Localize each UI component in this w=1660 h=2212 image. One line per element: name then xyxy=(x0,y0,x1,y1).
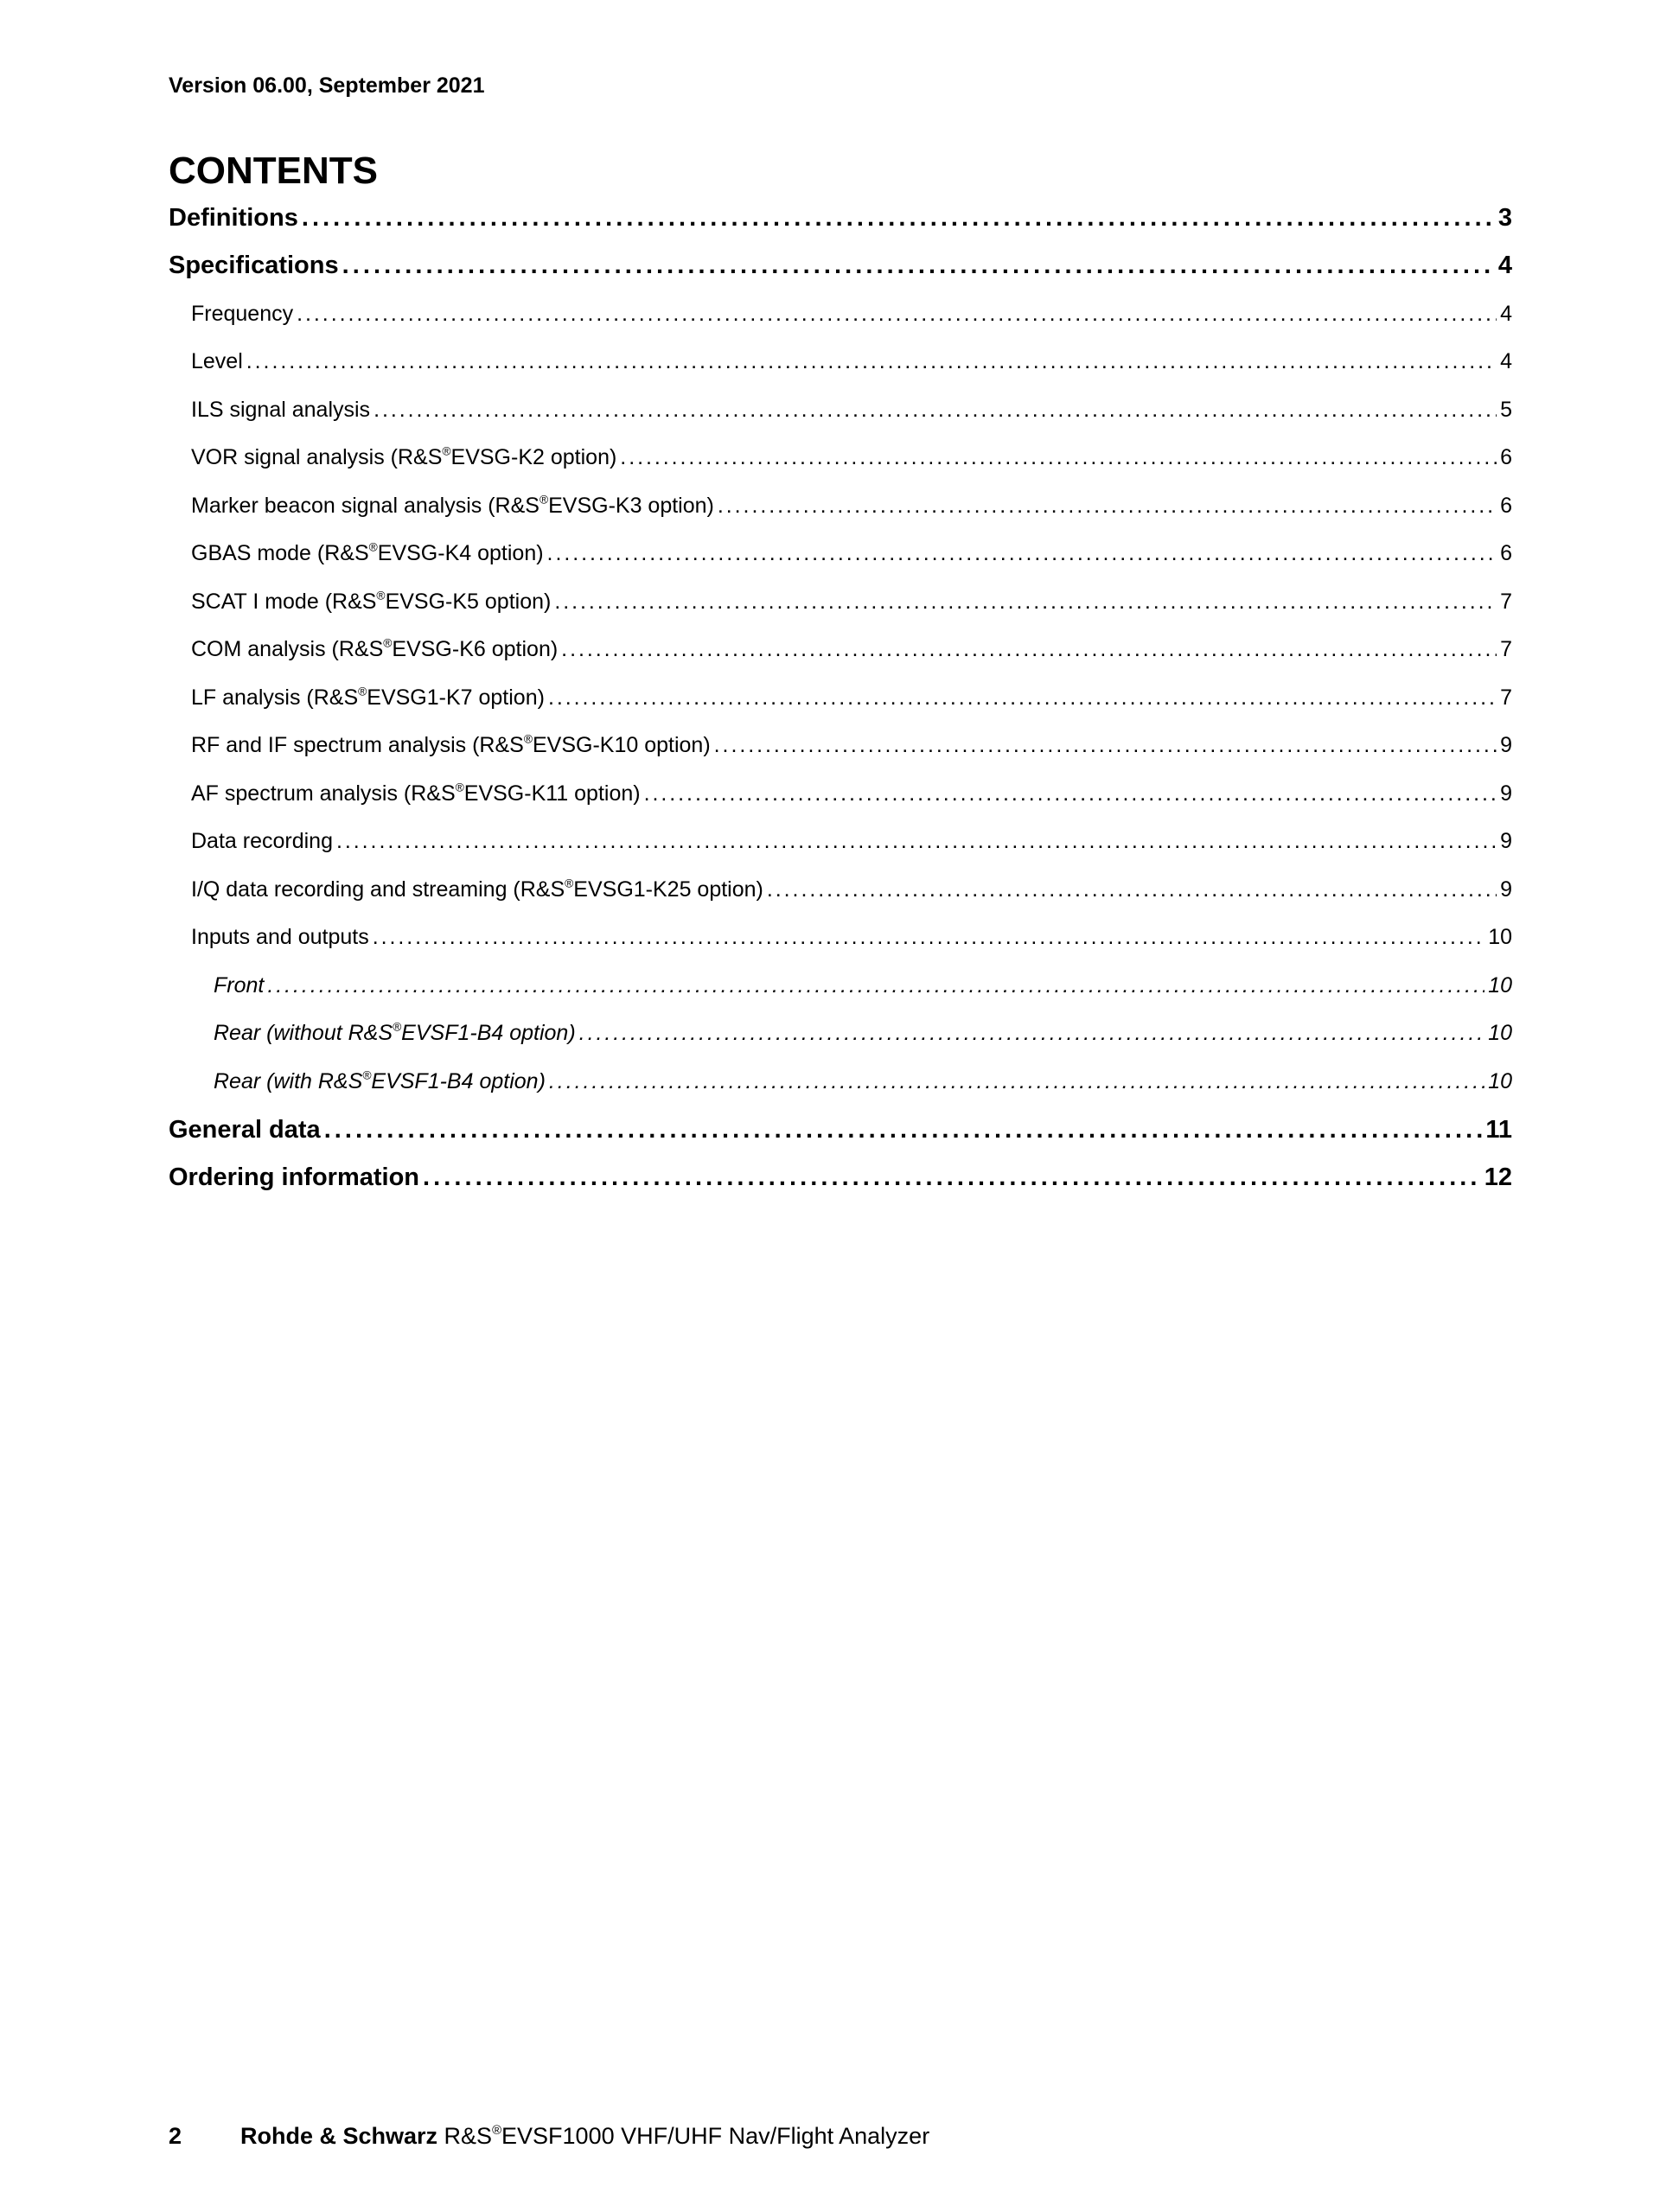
dot-leader xyxy=(767,875,1497,904)
dot-leader xyxy=(548,683,1497,712)
dot-leader xyxy=(267,971,1484,1000)
dot-leader xyxy=(324,1113,1483,1146)
toc-entry[interactable] xyxy=(169,1161,1512,1194)
dot-leader xyxy=(423,1161,1481,1194)
toc-entry[interactable] xyxy=(191,443,1512,472)
toc-entry-title xyxy=(169,201,302,234)
toc-entry-title-text: GBAS mode (R&S xyxy=(191,541,369,565)
toc-page-number: 4 xyxy=(1497,299,1512,328)
toc-entry-title-text: Rear (without R&S xyxy=(214,1021,393,1045)
toc-entry-title-suffix: EVSG-K4 option) xyxy=(377,541,544,565)
toc-entry[interactable] xyxy=(191,779,1512,808)
toc-entry[interactable] xyxy=(191,826,1512,856)
toc-entry[interactable] xyxy=(214,1067,1512,1096)
toc-entry-title-text: SCAT I mode (R&S xyxy=(191,590,377,614)
toc-page-number: 9 xyxy=(1497,826,1512,856)
toc-entry-title xyxy=(169,1161,423,1194)
toc-entry-title-text: Front xyxy=(214,973,265,998)
dot-leader xyxy=(644,779,1497,808)
toc-entry[interactable] xyxy=(191,683,1512,712)
toc-page-number: 9 xyxy=(1497,875,1512,904)
toc-page-number: 3 xyxy=(1495,201,1512,234)
registered-mark: ® xyxy=(358,685,367,698)
dot-leader xyxy=(342,249,1495,282)
toc-entry-title-text: Level xyxy=(191,349,243,373)
toc-entry-title xyxy=(191,299,297,328)
toc-entry-title xyxy=(191,779,644,808)
toc-entry-title-suffix: EVSG-K10 option) xyxy=(532,733,711,757)
toc-entry[interactable] xyxy=(191,539,1512,568)
contents-heading: CONTENTS xyxy=(169,150,378,192)
toc-page-number: 7 xyxy=(1497,634,1512,664)
toc-entry-title-suffix: EVSG1-K7 option) xyxy=(367,685,545,710)
toc-entry-title xyxy=(191,922,373,952)
toc-entry-title xyxy=(214,1067,549,1096)
toc-entry-title xyxy=(191,395,374,424)
dot-leader xyxy=(579,1018,1485,1048)
toc-entry[interactable] xyxy=(191,587,1512,616)
toc-entry[interactable] xyxy=(191,875,1512,904)
toc-entry-title-suffix: EVSG-K3 option) xyxy=(548,494,714,518)
toc-entry[interactable] xyxy=(191,491,1512,520)
toc-entry-title-text: Definitions xyxy=(169,204,298,232)
toc-page-number: 4 xyxy=(1495,249,1512,282)
toc-entry-title-text: ILS signal analysis xyxy=(191,398,371,422)
toc-page-number: 6 xyxy=(1497,491,1512,520)
toc-entry-title-text: RF and IF spectrum analysis (R&S xyxy=(191,733,524,757)
toc-entry-title xyxy=(191,875,767,904)
toc-page-number: 10 xyxy=(1484,971,1512,1000)
toc-entry[interactable] xyxy=(191,347,1512,376)
toc-page-number: 10 xyxy=(1484,1018,1512,1048)
toc-entry[interactable] xyxy=(169,1113,1512,1146)
toc-page-number: 6 xyxy=(1497,443,1512,472)
toc-entry-title xyxy=(191,347,246,376)
dot-leader xyxy=(547,539,1497,568)
version-line: Version 06.00, September 2021 xyxy=(169,73,485,98)
dot-leader xyxy=(374,395,1497,424)
toc-entry-title-suffix: EVSG-K2 option) xyxy=(450,445,617,469)
footer-brand: Rohde & Schwarz xyxy=(240,2123,438,2149)
registered-mark: ® xyxy=(539,493,549,507)
dot-leader xyxy=(554,587,1497,616)
toc-entry[interactable] xyxy=(214,1018,1512,1048)
dot-leader xyxy=(561,634,1497,664)
dot-leader xyxy=(336,826,1497,856)
registered-mark: ® xyxy=(368,540,378,554)
toc-entry[interactable] xyxy=(169,201,1512,234)
toc-page-number: 9 xyxy=(1497,779,1512,808)
toc-entry-title-suffix: EVSG-K6 option) xyxy=(392,637,559,661)
toc-entry-title xyxy=(191,826,336,856)
toc-entry-title-text: Data recording xyxy=(191,829,333,853)
registered-mark: ® xyxy=(376,589,386,602)
toc-entry-title-text: Specifications xyxy=(169,252,339,279)
toc-entry-title-text: General data xyxy=(169,1116,321,1144)
footer-product-pre: R&S xyxy=(437,2123,493,2149)
registered-mark: ® xyxy=(383,636,393,650)
toc-entry[interactable] xyxy=(169,249,1512,282)
toc-page-number: 6 xyxy=(1497,539,1512,568)
toc-entry-title xyxy=(191,683,548,712)
toc-entry[interactable] xyxy=(214,971,1512,1000)
toc-page-number: 11 xyxy=(1482,1113,1512,1146)
toc-page-number: 12 xyxy=(1481,1161,1512,1194)
toc-entry-title xyxy=(191,491,718,520)
dot-leader xyxy=(549,1067,1484,1096)
toc-entry-title-text: Frequency xyxy=(191,302,294,326)
registered-mark: ® xyxy=(455,781,464,794)
registered-mark: ® xyxy=(442,444,451,458)
footer-product-post: EVSF1000 VHF/UHF Nav/Flight Analyzer xyxy=(501,2123,930,2149)
toc-entry-title xyxy=(191,730,714,760)
toc-entry-title-text: COM analysis (R&S xyxy=(191,637,384,661)
toc-entry[interactable] xyxy=(191,922,1512,952)
toc-entry-title-text: VOR signal analysis (R&S xyxy=(191,445,443,469)
dot-leader xyxy=(714,730,1497,760)
toc-entry-title-text: Rear (with R&S xyxy=(214,1069,363,1093)
dot-leader xyxy=(373,922,1484,952)
dot-leader xyxy=(246,347,1497,376)
toc-entry-title-suffix: EVSF1-B4 option) xyxy=(401,1021,576,1045)
toc-entry-title-text: Inputs and outputs xyxy=(191,925,369,949)
registered-mark: ® xyxy=(362,1068,372,1082)
toc-entry-title xyxy=(169,249,342,282)
toc-page-number: 9 xyxy=(1497,730,1512,760)
toc-entry-title xyxy=(191,634,561,664)
toc-entry-title-suffix: EVSG-K5 option) xyxy=(385,590,552,614)
toc-page-number: 5 xyxy=(1497,395,1512,424)
footer-product-registered: ® xyxy=(492,2123,502,2138)
toc-page-number: 10 xyxy=(1484,1067,1512,1096)
dot-leader xyxy=(297,299,1497,328)
footer-page-number: 2 xyxy=(169,2123,182,2149)
toc-entry[interactable] xyxy=(191,299,1512,328)
toc-entry-title-suffix: EVSG-K11 option) xyxy=(463,781,641,806)
toc-entry[interactable] xyxy=(191,634,1512,664)
registered-mark: ® xyxy=(565,877,574,890)
toc-page-number: 10 xyxy=(1484,922,1512,952)
toc-entry-title xyxy=(191,443,620,472)
page-footer xyxy=(169,2121,929,2151)
dot-leader xyxy=(620,443,1497,472)
toc-page-number: 7 xyxy=(1497,683,1512,712)
toc-entry-title xyxy=(214,1018,579,1048)
toc-entry-title-text: Ordering information xyxy=(169,1163,419,1191)
toc-entry-title-text: I/Q data recording and streaming (R&S xyxy=(191,877,565,902)
dot-leader xyxy=(718,491,1497,520)
toc-entry[interactable] xyxy=(191,730,1512,760)
toc-entry-title-suffix: EVSF1-B4 option) xyxy=(371,1069,546,1093)
registered-mark: ® xyxy=(523,732,533,746)
toc-page-number: 4 xyxy=(1497,347,1512,376)
dot-leader xyxy=(302,201,1495,234)
toc-entry-title xyxy=(191,539,547,568)
toc-page-number: 7 xyxy=(1497,587,1512,616)
toc-entry[interactable] xyxy=(191,395,1512,424)
registered-mark: ® xyxy=(393,1020,402,1034)
toc-entry-title xyxy=(214,971,267,1000)
toc-entry-title xyxy=(169,1113,324,1146)
toc-entry-title-text: AF spectrum analysis (R&S xyxy=(191,781,456,806)
toc-entry-title-suffix: EVSG1-K25 option) xyxy=(573,877,763,902)
toc-entry-title xyxy=(191,587,554,616)
toc-entry-title-text: LF analysis (R&S xyxy=(191,685,359,710)
toc-entry-title-text: Marker beacon signal analysis (R&S xyxy=(191,494,540,518)
